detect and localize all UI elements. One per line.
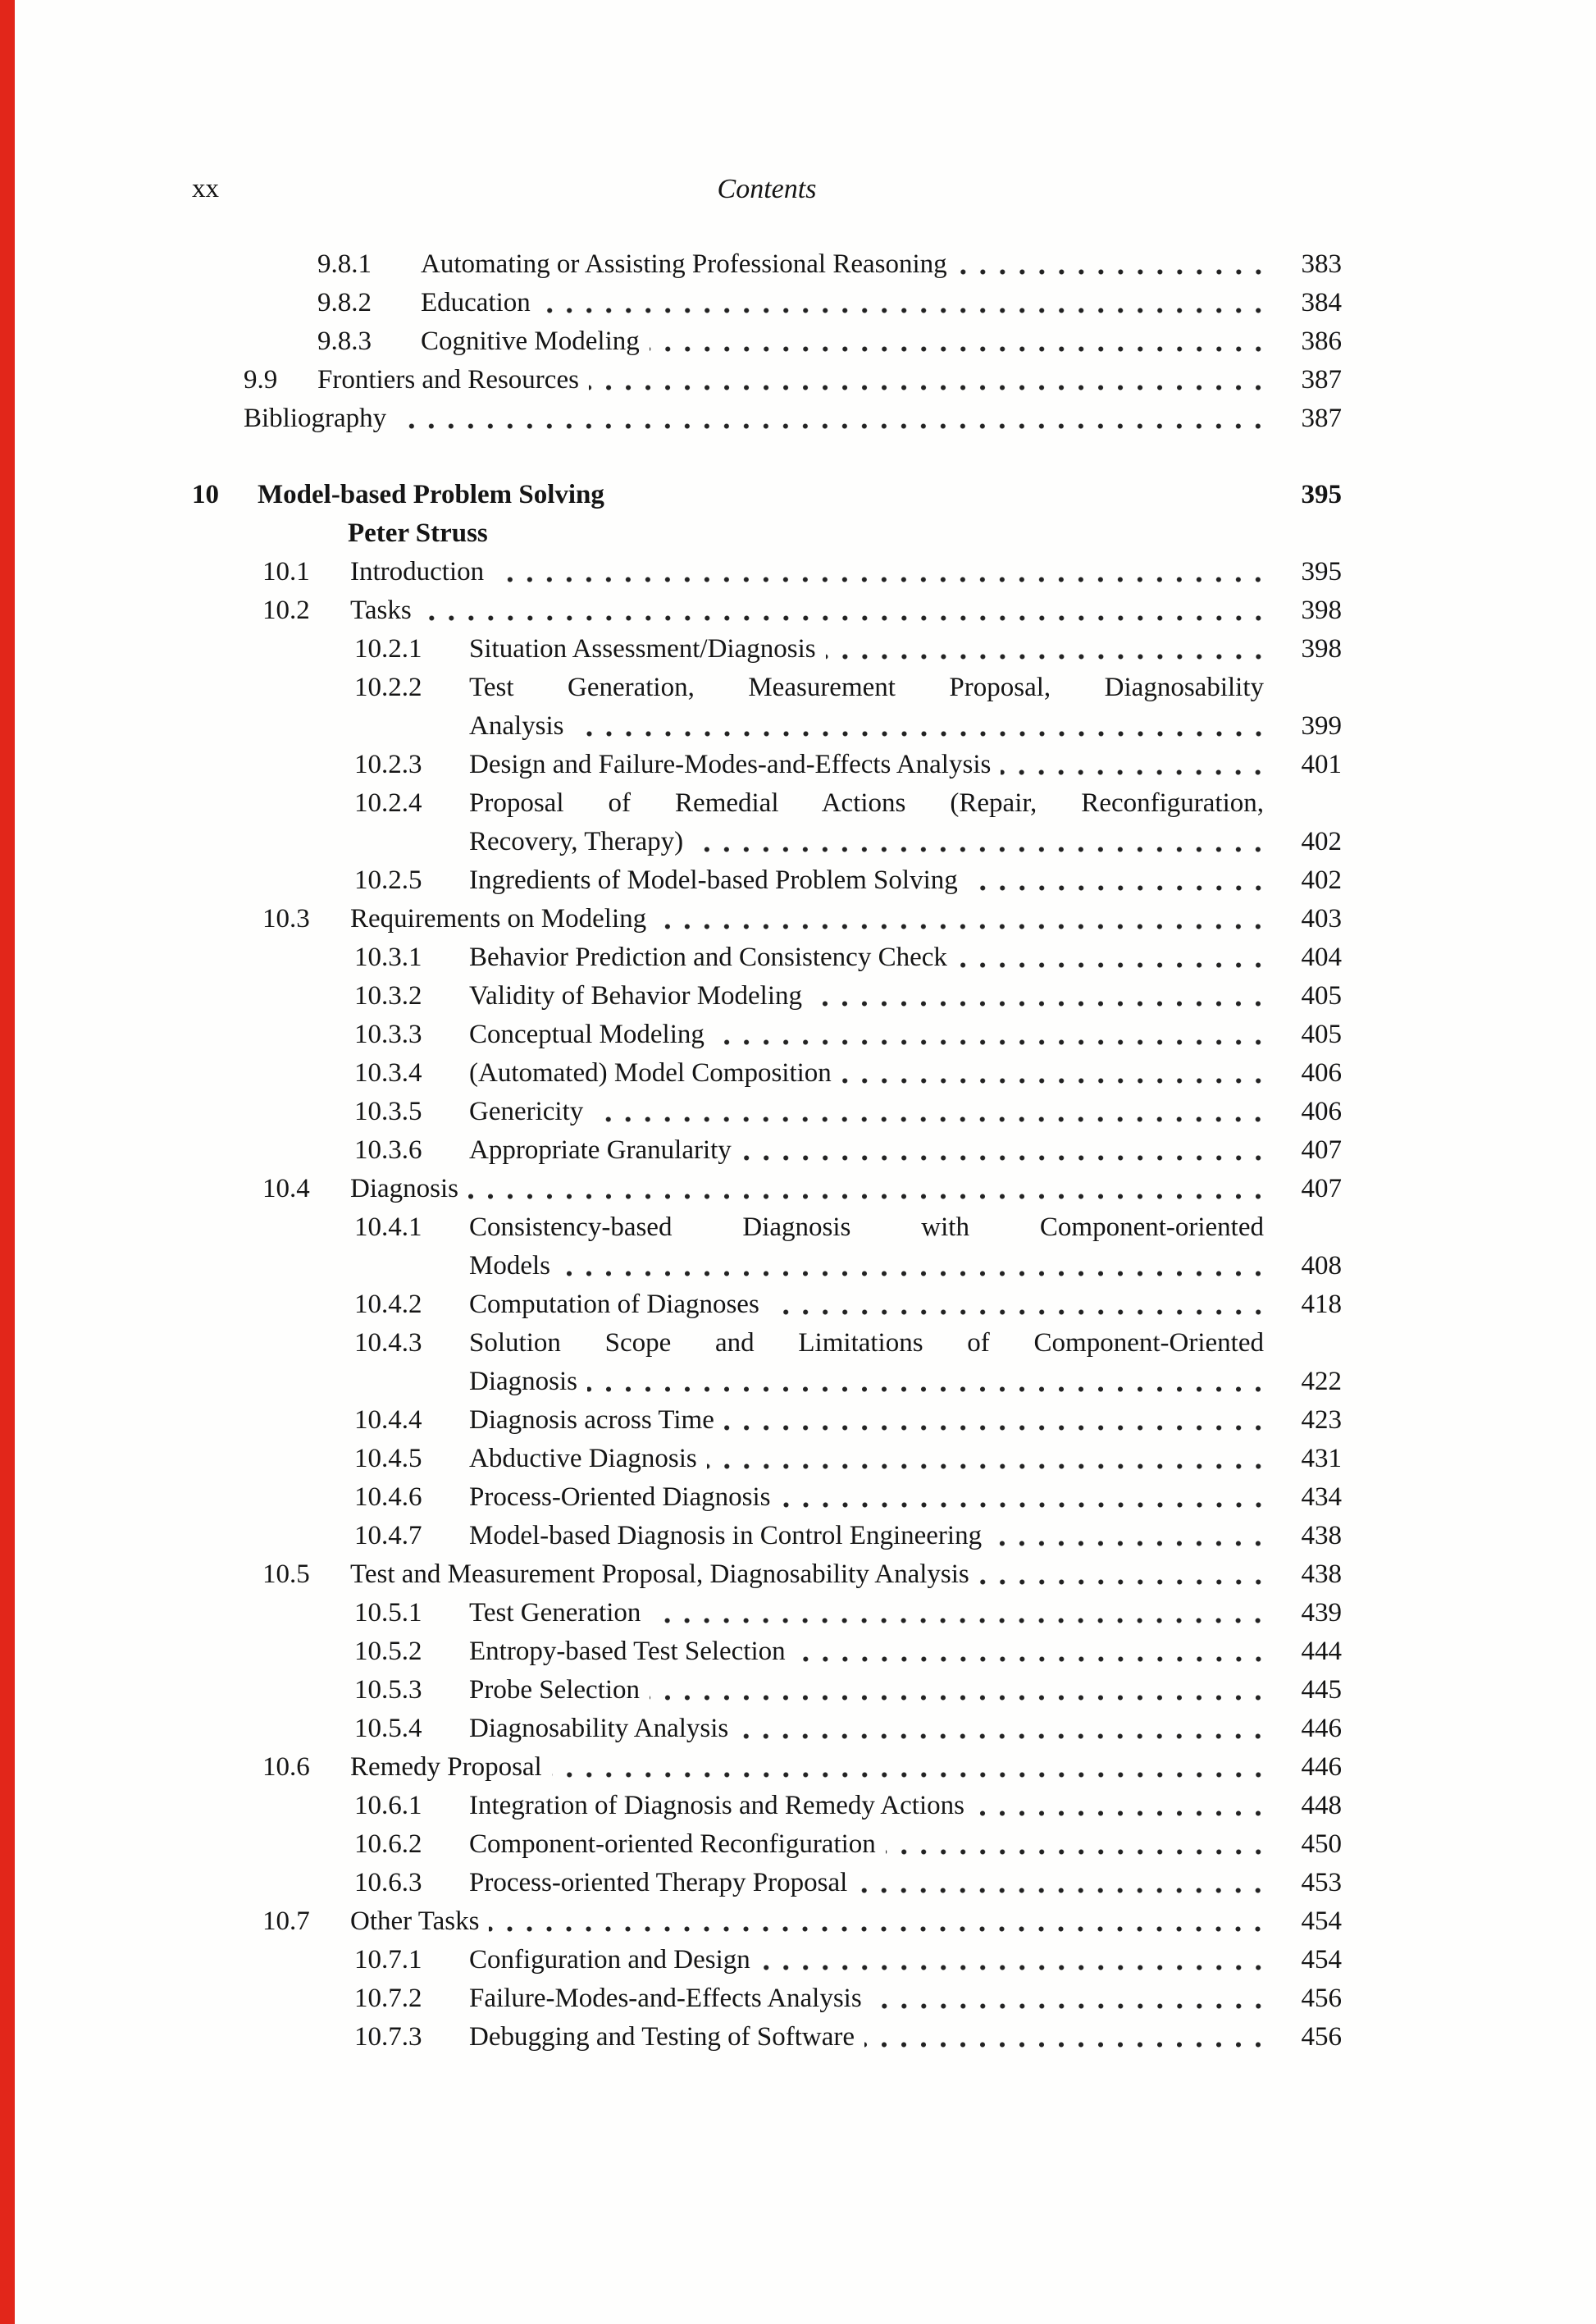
toc-entry-number: 10.6.1 bbox=[354, 1791, 422, 1820]
toc-entry-10.4.2 bbox=[192, 1285, 1342, 1324]
toc-entry-10.3.4 bbox=[192, 1054, 1342, 1093]
toc-entry-number: 10.4.1 bbox=[354, 1212, 422, 1242]
toc-entry-number: 10.2.3 bbox=[354, 750, 422, 779]
dot-leader bbox=[693, 823, 1268, 861]
toc-entry-10.2.4 bbox=[192, 784, 1342, 861]
toc-entry-page: 398 bbox=[1301, 596, 1342, 625]
toc-entry-title: Diagnosis across Time bbox=[469, 1405, 714, 1435]
contents-header: Contents bbox=[717, 174, 817, 204]
dot-leader bbox=[540, 284, 1268, 322]
toc-entry-title-line: Proposal of Remedial Actions (Repair, Reconfiguration, bbox=[469, 788, 1264, 818]
toc-entry-page: 386 bbox=[1301, 326, 1342, 356]
toc-entry-page: 406 bbox=[1301, 1058, 1342, 1088]
dot-leader bbox=[741, 1131, 1268, 1170]
toc-entry-title: Education bbox=[421, 288, 531, 317]
dot-leader bbox=[489, 1902, 1268, 1941]
dot-leader bbox=[781, 1478, 1268, 1517]
toc-entry-title: Process-oriented Therapy Proposal bbox=[469, 1868, 848, 1897]
toc-entry-number: 10.6 bbox=[262, 1752, 310, 1782]
toc-entry-number: 10.2.4 bbox=[354, 788, 422, 818]
toc-entry-10.4.7 bbox=[192, 1517, 1342, 1555]
toc-entry-9.8.2 bbox=[192, 284, 1342, 322]
dot-leader bbox=[593, 1093, 1268, 1131]
toc-entry-number: 10.3.4 bbox=[354, 1058, 422, 1088]
toc-entry-page: 395 bbox=[1301, 480, 1342, 509]
toc-entry-number: 10.5.2 bbox=[354, 1637, 422, 1666]
dot-leader bbox=[826, 630, 1268, 669]
toc-entry-title: Process-Oriented Diagnosis bbox=[469, 1482, 771, 1512]
toc-entry-number: 10.6.3 bbox=[354, 1868, 422, 1897]
toc-entry-title: Conceptual Modeling bbox=[469, 1020, 705, 1049]
toc-entry-number: 10.7.1 bbox=[354, 1945, 422, 1975]
toc-entry-10.5 bbox=[192, 1555, 1342, 1594]
toc-entry-page: 408 bbox=[1301, 1251, 1342, 1281]
toc-entry-title-line: Test Generation, Measurement Proposal, Diagnosability bbox=[469, 673, 1264, 702]
toc-entry-number: 10.2.1 bbox=[354, 634, 422, 664]
toc-entry-title: Validity of Behavior Modeling bbox=[469, 981, 803, 1011]
toc-entry-10.5.2 bbox=[192, 1632, 1342, 1671]
toc-entry-title: Ingredients of Model-based Problem Solving bbox=[469, 865, 958, 895]
toc-entry-10.7 bbox=[192, 1902, 1342, 1941]
toc-entry-number: 10.4.2 bbox=[354, 1290, 422, 1319]
toc-entry-number: 10.3.5 bbox=[354, 1097, 422, 1126]
running-header bbox=[192, 174, 1342, 210]
dot-leader bbox=[957, 245, 1268, 284]
toc-entry-page: 434 bbox=[1301, 1482, 1342, 1512]
dot-leader bbox=[468, 1170, 1268, 1208]
dot-leader bbox=[707, 1440, 1268, 1478]
toc-entry-number: 10.2.5 bbox=[354, 865, 422, 895]
toc-entry-title: Entropy-based Test Selection bbox=[469, 1637, 786, 1666]
dot-leader bbox=[857, 1864, 1268, 1902]
toc-entry-page: 407 bbox=[1301, 1174, 1342, 1203]
toc-entry-title: Tasks bbox=[350, 596, 412, 625]
toc-entry-10.3.6 bbox=[192, 1131, 1342, 1170]
toc-entry-number: 10.4 bbox=[262, 1174, 310, 1203]
toc-entry-title: Model-based Problem Solving bbox=[258, 480, 604, 509]
toc-entry-title: Analysis bbox=[469, 711, 564, 741]
toc-entry-page: 423 bbox=[1301, 1405, 1342, 1435]
dot-leader bbox=[614, 476, 1268, 514]
toc-entry-title-line: Solution Scope and Limitations of Component-Oriented bbox=[469, 1328, 1264, 1358]
toc-entry-page: 398 bbox=[1301, 634, 1342, 664]
toc-entry-10.2 bbox=[192, 591, 1342, 630]
toc-entry-page: 401 bbox=[1301, 750, 1342, 779]
toc-entry-number: 10.4.5 bbox=[354, 1444, 422, 1473]
toc-entry-number: 9.8.3 bbox=[317, 326, 372, 356]
toc-entry-page: 446 bbox=[1301, 1714, 1342, 1743]
toc-entry-page: 405 bbox=[1301, 981, 1342, 1011]
toc-entry-9.8.3 bbox=[192, 322, 1342, 361]
dot-leader bbox=[992, 1517, 1268, 1555]
toc-entry-10.7.1 bbox=[192, 1941, 1342, 1979]
toc-entry-number: 10.3.1 bbox=[354, 943, 422, 972]
toc-list bbox=[192, 245, 1342, 2057]
toc-entry-body bbox=[192, 900, 1342, 938]
dot-leader bbox=[650, 322, 1268, 361]
toc-entry-title: Cognitive Modeling bbox=[421, 326, 640, 356]
toc-entry-10.5.4 bbox=[192, 1710, 1342, 1748]
page-content bbox=[192, 174, 1342, 2057]
toc-entry-number: 10.5.3 bbox=[354, 1675, 422, 1705]
toc-entry-page: 384 bbox=[1301, 288, 1342, 317]
toc-entry-title: Diagnosis bbox=[469, 1367, 577, 1396]
toc-entry-body bbox=[192, 400, 1342, 438]
toc-entry-10.3.5 bbox=[192, 1093, 1342, 1131]
toc-entry-10.3.3 bbox=[192, 1016, 1342, 1054]
toc-entry-title: Situation Assessment/Diagnosis bbox=[469, 634, 816, 664]
dot-leader bbox=[1001, 746, 1268, 784]
toc-entry-page: 431 bbox=[1301, 1444, 1342, 1473]
toc-entry bbox=[192, 514, 1342, 553]
dot-leader bbox=[650, 1594, 1268, 1632]
toc-entry-page: 446 bbox=[1301, 1752, 1342, 1782]
toc-entry-10.2.5 bbox=[192, 861, 1342, 900]
toc-entry-title: Frontiers and Resources bbox=[317, 365, 579, 395]
toc-entry-title: Other Tasks bbox=[350, 1906, 480, 1936]
toc-entry-title: (Automated) Model Composition bbox=[469, 1058, 832, 1088]
toc-entry-number: 10.4.4 bbox=[354, 1405, 422, 1435]
toc-entry-title: Remedy Proposal bbox=[350, 1752, 542, 1782]
toc-entry-title: Debugging and Testing of Software bbox=[469, 2022, 855, 2052]
dot-leader bbox=[656, 900, 1268, 938]
toc-entry-body bbox=[192, 1902, 1342, 1941]
toc-entry-number: 10 bbox=[192, 480, 219, 509]
toc-entry-body bbox=[192, 514, 1342, 553]
toc-entry-10.6.3 bbox=[192, 1864, 1342, 1902]
dot-leader bbox=[738, 1710, 1268, 1748]
toc-entry-number: 10.5.4 bbox=[354, 1714, 422, 1743]
toc-entry-body bbox=[192, 1555, 1342, 1594]
toc-entry-number: 9.9 bbox=[244, 365, 278, 395]
toc-entry-page: 438 bbox=[1301, 1521, 1342, 1550]
toc-entry-10.2.2 bbox=[192, 669, 1342, 746]
toc-entry-title: Test Generation bbox=[469, 1598, 641, 1628]
toc-entry-page: 453 bbox=[1301, 1868, 1342, 1897]
toc-entry-10.4 bbox=[192, 1170, 1342, 1208]
toc-entry-page: 418 bbox=[1301, 1290, 1342, 1319]
toc-entry-10.6.2 bbox=[192, 1825, 1342, 1864]
toc-entry-10.4.4 bbox=[192, 1401, 1342, 1440]
red-edge-stripe bbox=[0, 0, 15, 2324]
toc-entry-title: Bibliography bbox=[244, 404, 387, 433]
toc-entry-10.2.1 bbox=[192, 630, 1342, 669]
toc-entry-title: Failure-Modes-and-Effects Analysis bbox=[469, 1984, 862, 2013]
dot-leader bbox=[841, 1054, 1268, 1093]
toc-entry-page: 445 bbox=[1301, 1675, 1342, 1705]
toc-entry-number: 10.7.3 bbox=[354, 2022, 422, 2052]
toc-entry-page: 439 bbox=[1301, 1598, 1342, 1628]
toc-entry-number: 10.5.1 bbox=[354, 1598, 422, 1628]
toc-entry-number: 10.3.2 bbox=[354, 981, 422, 1011]
toc-entry-10.6.1 bbox=[192, 1787, 1342, 1825]
toc-entry-number: 10.7 bbox=[262, 1906, 310, 1936]
dot-leader bbox=[864, 2018, 1268, 2057]
toc-entry-number: 10.6.2 bbox=[354, 1829, 422, 1859]
toc-entry-page: 407 bbox=[1301, 1135, 1342, 1165]
dot-leader bbox=[769, 1285, 1268, 1324]
toc-entry bbox=[192, 400, 1342, 438]
dot-leader bbox=[886, 1825, 1268, 1864]
toc-entry-title: Component-oriented Reconfiguration bbox=[469, 1829, 876, 1859]
toc-entry-body bbox=[192, 1748, 1342, 1787]
toc-entry-10.3.1 bbox=[192, 938, 1342, 977]
toc-entry-title: Model-based Diagnosis in Control Engineering bbox=[469, 1521, 983, 1550]
toc-entry-title: Recovery, Therapy) bbox=[469, 827, 684, 856]
toc-entry-title: Configuration and Design bbox=[469, 1945, 750, 1975]
toc-entry-9.8.1 bbox=[192, 245, 1342, 284]
toc-entry-page: 444 bbox=[1301, 1637, 1342, 1666]
toc-entry-10.5.3 bbox=[192, 1671, 1342, 1710]
toc-entry-10.4.1 bbox=[192, 1208, 1342, 1285]
toc-entry-title: Genericity bbox=[469, 1097, 584, 1126]
dot-leader bbox=[552, 1748, 1268, 1787]
toc-entry-page: 456 bbox=[1301, 2022, 1342, 2052]
toc-entry-page: 395 bbox=[1301, 557, 1342, 587]
toc-entry-title: Automating or Assisting Professional Reasoning bbox=[421, 249, 947, 279]
dot-leader bbox=[796, 1632, 1268, 1671]
toc-entry-title: Computation of Diagnoses bbox=[469, 1290, 759, 1319]
dot-leader bbox=[974, 1787, 1268, 1825]
toc-entry-page: 404 bbox=[1301, 943, 1342, 972]
toc-entry-number: 10.3.3 bbox=[354, 1020, 422, 1049]
toc-entry-title-line: Consistency-based Diagnosis with Component-oriented bbox=[469, 1212, 1264, 1242]
toc-entry-page: 450 bbox=[1301, 1829, 1342, 1859]
dot-leader bbox=[968, 861, 1268, 900]
toc-entry-title: Requirements on Modeling bbox=[350, 904, 647, 934]
toc-entry-title: Integration of Diagnosis and Remedy Actions bbox=[469, 1791, 964, 1820]
page-number-label: xx bbox=[192, 174, 219, 203]
dot-leader bbox=[587, 1363, 1268, 1401]
toc-entry-body bbox=[192, 591, 1342, 630]
toc-entry-page: 422 bbox=[1301, 1367, 1342, 1396]
toc-entry-page: 438 bbox=[1301, 1559, 1342, 1589]
toc-entry-10.1 bbox=[192, 553, 1342, 591]
dot-leader bbox=[574, 707, 1269, 746]
toc-entry-title: Appropriate Granularity bbox=[469, 1135, 732, 1165]
toc-entry-page: 399 bbox=[1301, 711, 1342, 741]
toc-entry-number: 10.3 bbox=[262, 904, 310, 934]
toc-entry-10.3 bbox=[192, 900, 1342, 938]
toc-entry-number: 10.1 bbox=[262, 557, 310, 587]
toc-entry-10.7.2 bbox=[192, 1979, 1342, 2018]
toc-entry-title: Peter Struss bbox=[348, 518, 488, 548]
toc-entry-9.9 bbox=[192, 361, 1342, 400]
toc-entry-page: 383 bbox=[1301, 249, 1342, 279]
toc-entry-number: 9.8.2 bbox=[317, 288, 372, 317]
toc-entry-page: 387 bbox=[1301, 365, 1342, 395]
dot-leader bbox=[812, 977, 1268, 1016]
toc-entry-page: 406 bbox=[1301, 1097, 1342, 1126]
toc-entry-number: 10.5 bbox=[262, 1559, 310, 1589]
toc-entry-number: 10.2 bbox=[262, 596, 310, 625]
toc-entry-title: Models bbox=[469, 1251, 550, 1281]
toc-entry-10.4.3 bbox=[192, 1324, 1342, 1401]
toc-entry-body bbox=[192, 476, 1342, 514]
toc-entry-10.3.2 bbox=[192, 977, 1342, 1016]
toc-entry-title: Abductive Diagnosis bbox=[469, 1444, 697, 1473]
toc-entry-page: 454 bbox=[1301, 1945, 1342, 1975]
toc-entry-title: Diagnosability Analysis bbox=[469, 1714, 729, 1743]
dot-leader bbox=[494, 553, 1268, 591]
dot-leader bbox=[422, 591, 1268, 630]
toc-entry-10.4.5 bbox=[192, 1440, 1342, 1478]
dot-leader bbox=[760, 1941, 1268, 1979]
dot-leader bbox=[396, 400, 1268, 438]
dot-leader bbox=[957, 938, 1268, 977]
toc-entry-number: 10.4.3 bbox=[354, 1328, 422, 1358]
toc-entry-number: 10.4.7 bbox=[354, 1521, 422, 1550]
dot-leader bbox=[714, 1016, 1268, 1054]
toc-entry-10.6 bbox=[192, 1748, 1342, 1787]
dot-leader bbox=[650, 1671, 1268, 1710]
toc-entry-10 bbox=[192, 476, 1342, 514]
toc-entry-number: 10.7.2 bbox=[354, 1984, 422, 2013]
dot-leader bbox=[979, 1555, 1268, 1594]
toc-entry-10.2.3 bbox=[192, 746, 1342, 784]
toc-entry-page: 454 bbox=[1301, 1906, 1342, 1936]
toc-entry-body bbox=[192, 1170, 1342, 1208]
toc-entry-number: 10.3.6 bbox=[354, 1135, 422, 1165]
toc-entry-10.5.1 bbox=[192, 1594, 1342, 1632]
toc-entry-number: 9.8.1 bbox=[317, 249, 372, 279]
toc-entry-number: 10.4.6 bbox=[354, 1482, 422, 1512]
toc-entry-page: 387 bbox=[1301, 404, 1342, 433]
toc-entry-title: Behavior Prediction and Consistency Check bbox=[469, 943, 947, 972]
toc-entry-body bbox=[192, 361, 1342, 400]
toc-entry-title: Introduction bbox=[350, 557, 485, 587]
toc-entry-page: 403 bbox=[1301, 904, 1342, 934]
toc-entry-page: 405 bbox=[1301, 1020, 1342, 1049]
toc-entry-page: 456 bbox=[1301, 1984, 1342, 2013]
toc-entry-10.7.3 bbox=[192, 2018, 1342, 2057]
toc-entry-page: 448 bbox=[1301, 1791, 1342, 1820]
toc-entry-page: 402 bbox=[1301, 827, 1342, 856]
toc-entry-page: 402 bbox=[1301, 865, 1342, 895]
dot-leader bbox=[872, 1979, 1268, 2018]
toc-entry-title: Diagnosis bbox=[350, 1174, 458, 1203]
dot-leader bbox=[724, 1401, 1268, 1440]
toc-entry-title: Probe Selection bbox=[469, 1675, 641, 1705]
dot-leader bbox=[560, 1247, 1268, 1285]
toc-entry-number: 10.2.2 bbox=[354, 673, 422, 702]
toc-entry-body bbox=[192, 553, 1342, 591]
toc-entry-title: Design and Failure-Modes-and-Effects Analysis bbox=[469, 750, 992, 779]
toc-entry-title: Test and Measurement Proposal, Diagnosability Analysis bbox=[350, 1559, 969, 1589]
dot-leader bbox=[589, 361, 1268, 400]
toc-entry-10.4.6 bbox=[192, 1478, 1342, 1517]
